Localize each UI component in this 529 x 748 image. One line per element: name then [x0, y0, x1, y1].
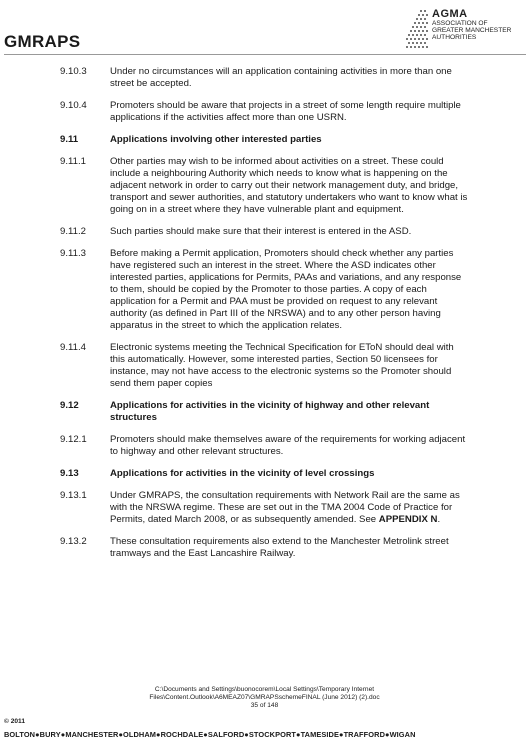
section-number: 9.13: [60, 468, 79, 479]
document-body: [60, 66, 468, 570]
logo-line-2: GREATER MANCHESTER: [432, 27, 512, 35]
paragraph-number: 9.11.3: [60, 248, 86, 259]
paragraph-number: 9.11.1: [60, 156, 86, 167]
section-title: Applications for activities in the vicinity of highway and other relevant structures: [110, 400, 430, 423]
paragraph-9-11-4: [60, 342, 468, 390]
paragraph-9-10-4: [60, 100, 468, 124]
page-footer: [0, 686, 529, 710]
logo-line-1: ASSOCIATION OF: [432, 20, 488, 27]
section-title: Applications involving other interested parties: [110, 134, 322, 145]
member-towns-strip: BOLTON●BURY●MANCHESTER●OLDHAM●ROCHDALE●SALFORD●STOCKPORT●TAMESIDE●TRAFFORD●WIGAN: [4, 730, 416, 739]
appendix-reference: APPENDIX N: [378, 514, 438, 525]
section-heading-9-11: [60, 134, 468, 146]
paragraph-text: Under GMRAPS, the consultation requirements with Network Rail are the same as with the NRSWA regime. These are set out in the TMA 2004 Code of Practice for Permits, dated March 2008, or as subsequently amended. See: [110, 490, 460, 525]
section-number: 9.11: [60, 134, 79, 145]
paragraph-text: Promoters should make themselves aware of the requirements for working adjacent to highway and other relevant structures.: [110, 434, 466, 457]
document-header-title: GMRAPS: [4, 32, 81, 51]
logo-acronym: AGMA: [432, 8, 468, 20]
file-path-line-2: Files\Content.Outlook\A6MEAZ07\GMRAPSschemeFINAL (June 2012) (2).doc: [149, 694, 380, 701]
section-heading-9-12: [60, 400, 468, 424]
section-number: 9.12: [60, 400, 79, 411]
paragraph-suffix: .: [437, 514, 441, 525]
header-divider: [4, 54, 526, 55]
paragraph-9-12-1: [60, 434, 468, 458]
paragraph-number: 9.10.3: [60, 66, 87, 77]
agma-logo: [404, 8, 526, 54]
paragraph-text: These consultation requirements also extend to the Manchester Metrolink street tramways and the East Lancashire Railway.: [110, 536, 449, 559]
agma-emblem-icon: [404, 8, 430, 52]
file-path-line-1: C:\Documents and Settings\buonocorem\Local Settings\Temporary Internet: [154, 686, 375, 693]
paragraph-number: 9.11.4: [60, 342, 86, 353]
section-title: Applications for activities in the vicinity of level crossings: [110, 468, 375, 479]
logo-line-3: AUTHORITIES: [432, 34, 477, 42]
paragraph-9-10-3: [60, 66, 468, 90]
paragraph-9-13-2: [60, 536, 468, 560]
paragraph-text: Other parties may wish to be informed about activities on a street. These could include a neighbouring Authority which needs to know what is happening on the adjacent network in order to carry out their network management duty, and bridge, transport and sewer authorities, and statutory undertakers who want to know what is going on in a street where they have vulnerable plant and equipment.: [110, 156, 468, 215]
agma-logo-text: [432, 8, 511, 42]
paragraph-text: Promoters should be aware that projects in a street of some length require multiple applications if the activities affect more than one USRN.: [110, 100, 461, 123]
page-number: 35 of 148: [250, 702, 279, 709]
paragraph-9-11-2: [60, 226, 468, 238]
paragraph-number: 9.10.4: [60, 100, 87, 111]
paragraph-9-13-1: [60, 490, 468, 526]
paragraph-number: 9.13.1: [60, 490, 87, 501]
paragraph-text: Under no circumstances will an application containing activities in more than one street be accepted.: [110, 66, 452, 89]
paragraph-text: Electronic systems meeting the Technical Specification for EToN should deal with this automatically. However, some interested parties, Section 50 licensees for instance, may not have access to the electronic systems so the Promoter should send them paper copies: [110, 342, 454, 389]
paragraph-number: 9.12.1: [60, 434, 87, 445]
copyright-notice: © 2011: [4, 718, 25, 725]
section-heading-9-13: [60, 468, 468, 480]
paragraph-text: Before making a Permit application, Promoters should check whether any parties have registered such an interest in the street. Where the ASD indicates other interested parties, applications for Permits, PAAs and variations, and any response to them, should be copied by the Promoter to those parties. A copy of each application for a Permit and PAA must be provided on request to any relevant authority (as defined in Part III of the NRSWA) and to any other person having apparatus in the street to which the application relates.: [110, 248, 462, 331]
paragraph-9-11-1: [60, 156, 468, 216]
paragraph-9-11-3: [60, 248, 468, 332]
paragraph-number: 9.13.2: [60, 536, 87, 547]
paragraph-number: 9.11.2: [60, 226, 86, 237]
paragraph-text: Such parties should make sure that their interest is entered in the ASD.: [110, 226, 412, 237]
